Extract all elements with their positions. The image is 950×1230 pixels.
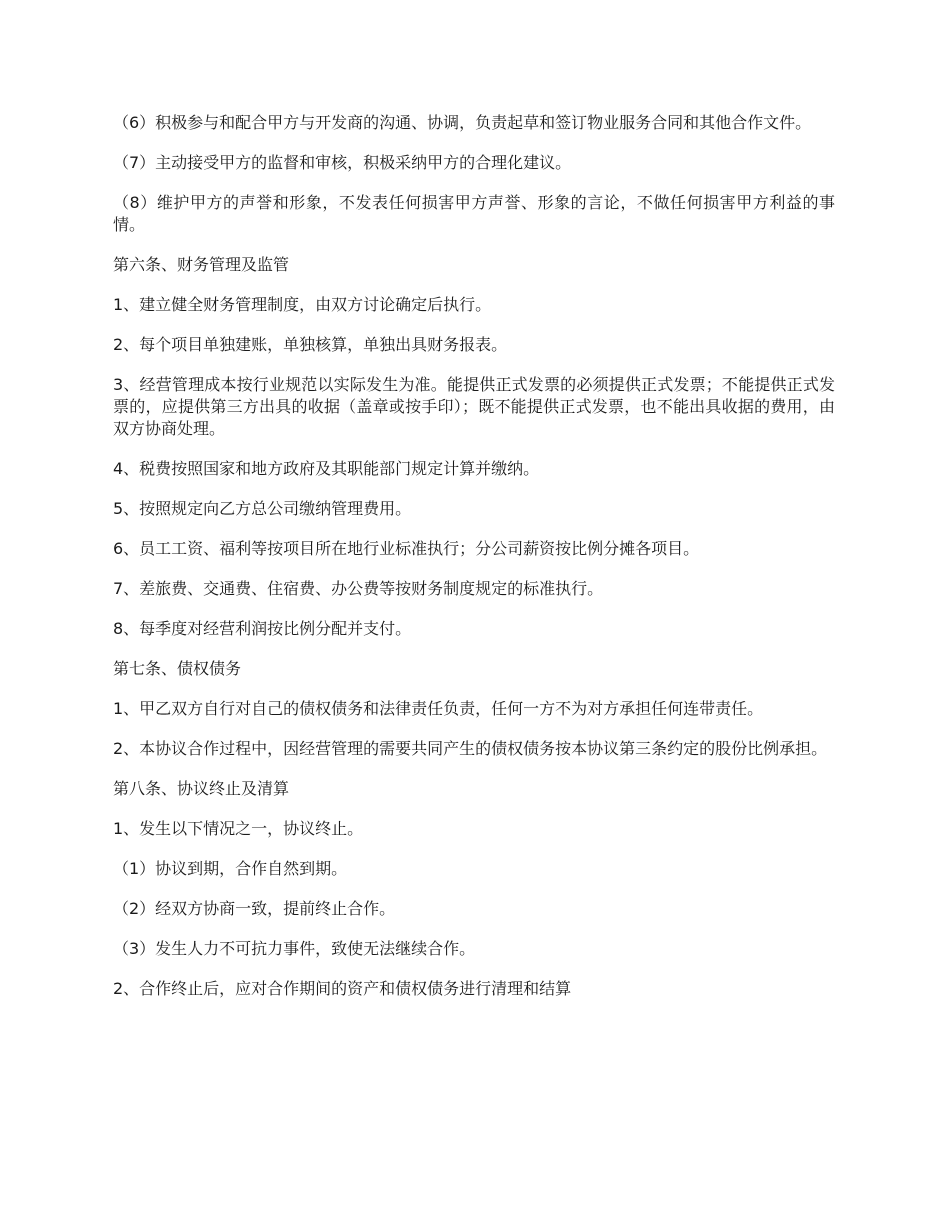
paragraph-finance-8: 8、每季度对经营利润按比例分配并支付。 (113, 619, 412, 638)
paragraph-termination-1: 1、发生以下情况之一，协议终止。 (113, 819, 364, 838)
paragraph-debt-2: 2、本协议合作过程中，因经营管理的需要共同产生的债权债务按本协议第三条约定的股份比例承担。 (113, 739, 828, 758)
paragraph-finance-4: 4、税费按照国家和地方政府及其职能部门规定计算并缴纳。 (113, 459, 540, 478)
paragraph-termination-1-2: （2）经双方协商一致，提前终止合作。 (113, 899, 396, 918)
paragraph-finance-7: 7、差旅费、交通费、住宿费、办公费等按财务制度规定的标准执行。 (113, 579, 604, 598)
paragraph-item-6: （6）积极参与和配合甲方与开发商的沟通、协调，负责起草和签订物业服务合同和其他合作文件。 (113, 113, 812, 132)
paragraph-finance-1: 1、建立健全财务管理制度，由双方讨论确定后执行。 (113, 295, 492, 314)
paragraph-finance-3: 3、经营管理成本按行业规范以实际发生为准。能提供正式发票的必须提供正式发票；不能提供正式发票的，应提供第三方出具的收据（盖章或按手印）；既不能提供正式发票，也不能出具收据的费用，由双方协商处理。 (113, 375, 835, 438)
paragraph-finance-5: 5、按照规定向乙方总公司缴纳管理费用。 (113, 499, 412, 518)
paragraph-finance-6: 6、员工工资、福利等按项目所在地行业标准执行；分公司薪资按比例分摊各项目。 (113, 539, 700, 558)
document-body (113, 112, 835, 1018)
paragraph-termination-1-3: （3）发生人力不可抗力事件，致使无法继续合作。 (113, 939, 476, 958)
paragraph-item-8: （8）维护甲方的声誉和形象，不发表任何损害甲方声誉、形象的言论，不做任何损害甲方利益的事情。 (113, 193, 835, 234)
paragraph-termination-1-1: （1）协议到期，合作自然到期。 (113, 859, 348, 878)
paragraph-item-7: （7）主动接受甲方的监督和审核，积极采纳甲方的合理化建议。 (113, 153, 572, 172)
section-heading-article-6: 第六条、财务管理及监管 (113, 255, 290, 274)
paragraph-debt-1: 1、甲乙双方自行对自己的债权债务和法律责任负责，任何一方不为对方承担任何连带责任。 (113, 699, 764, 718)
section-heading-article-7: 第七条、债权债务 (113, 659, 242, 678)
paragraph-termination-2: 2、合作终止后，应对合作期间的资产和债权债务进行清理和结算 (113, 979, 572, 998)
paragraph-finance-2: 2、每个项目单独建账，单独核算，单独出具财务报表。 (113, 335, 508, 354)
section-heading-article-8: 第八条、协议终止及清算 (113, 779, 290, 798)
